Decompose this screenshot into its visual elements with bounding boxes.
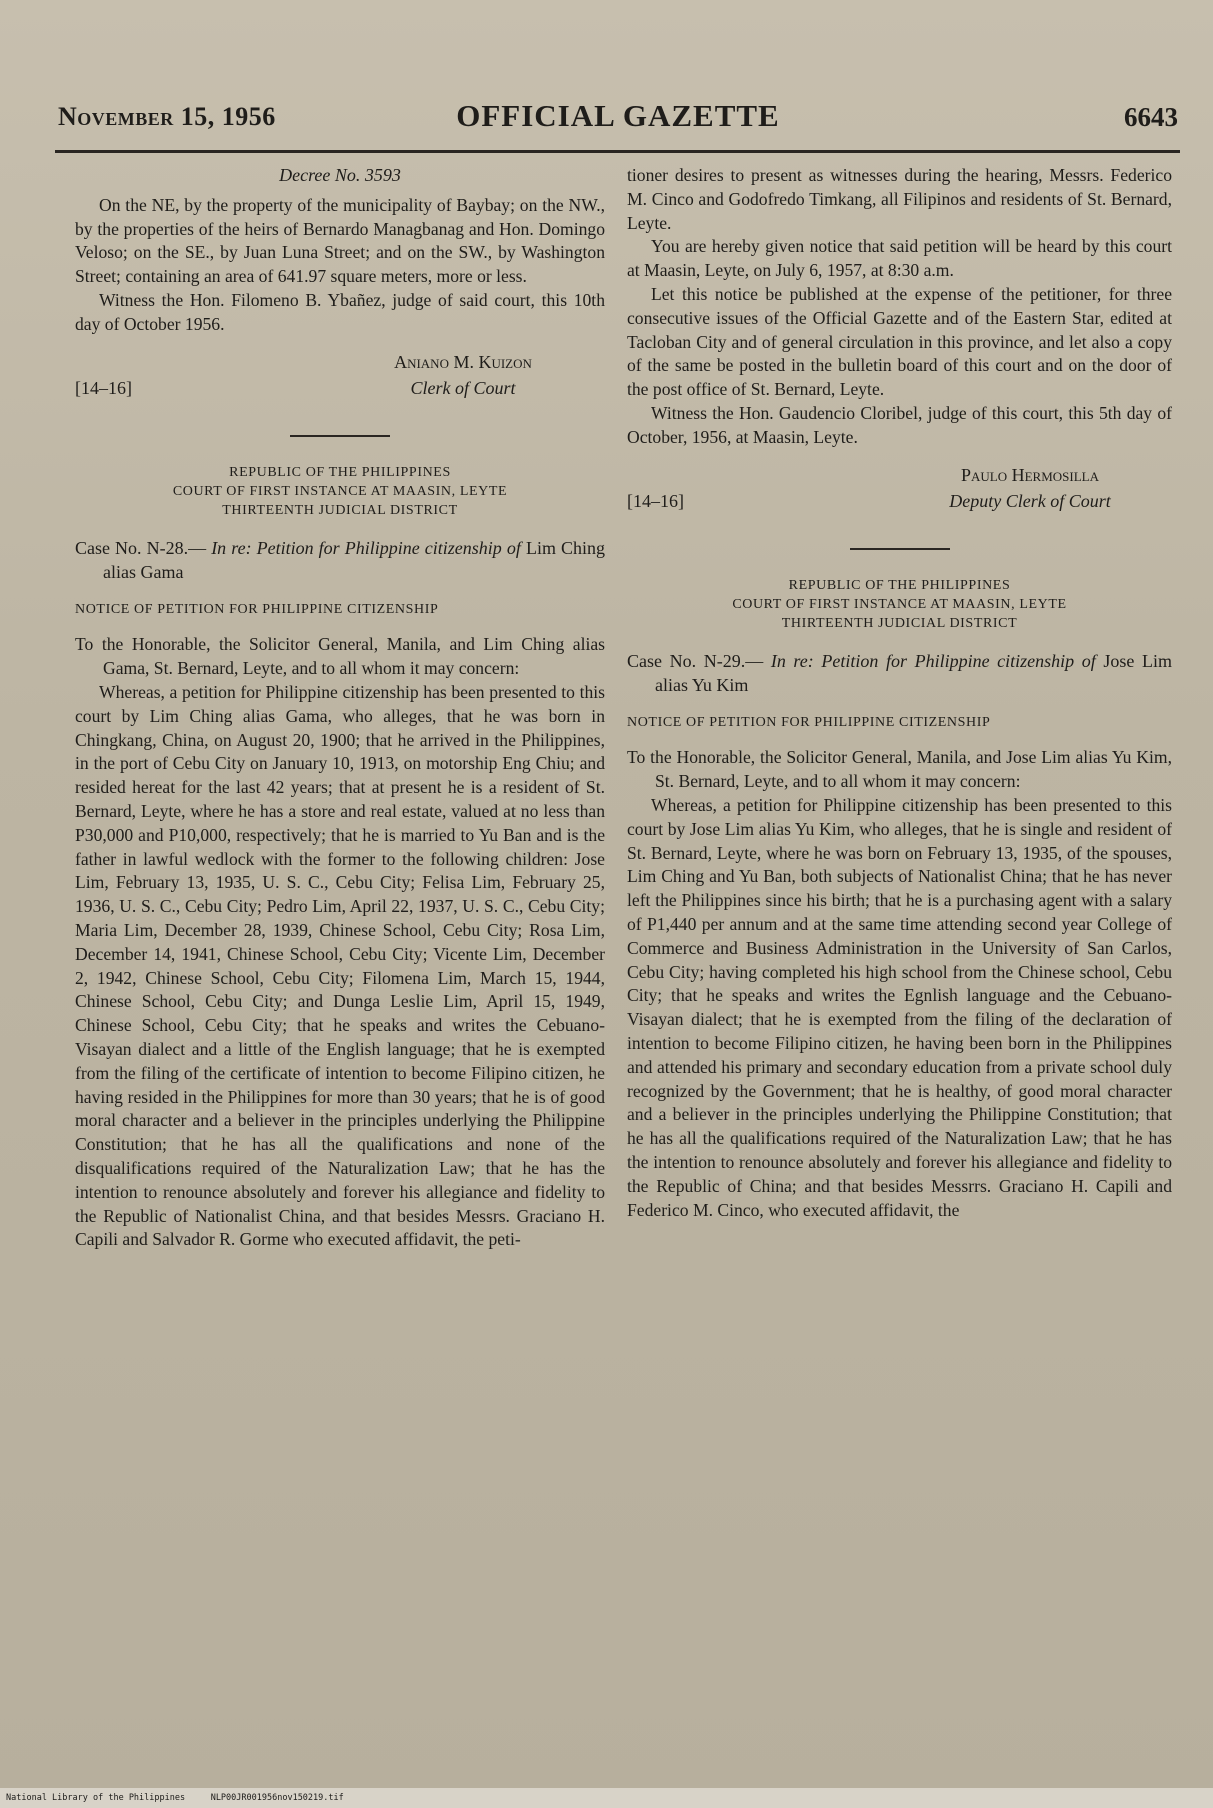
publication-paragraph: Let this notice be published at the expense of the petitioner, for three consecutive issues of the Official Gazette and of the Eastern Star, edited at Tacloban City and of general circulation in this province, and let also a copy of the same be posted in the bulletin board of this court and on the door of the post office of St. Bernard, Leyte. (627, 283, 1172, 400)
case-petitioner: Jose Lim alias Yu Kim (655, 650, 1173, 695)
scan-footer-text: National Library of the Philippines NLP00JR001956nov150219.tif (6, 1793, 344, 1803)
header-rule (55, 150, 1180, 153)
case-heading (75, 536, 605, 584)
case-number: Case No. N-28.— (75, 537, 207, 558)
case-title: In re: Petition for Philippine citizenship of (770, 650, 1096, 671)
court-district: THIRTEENTH JUDICIAL DISTRICT (222, 502, 458, 518)
left-column (75, 164, 605, 1252)
signatory-role: Deputy Clerk of Court (949, 490, 1111, 511)
section-divider (290, 435, 390, 437)
right-column (627, 164, 1172, 1222)
notice-heading: NOTICE OF PETITION FOR PHILIPPINE CITIZENSHIP (627, 714, 991, 730)
section-divider (850, 548, 950, 550)
notice-address: To the Honorable, the Solicitor General, Manila, and Jose Lim alias Yu Kim, St. Bernard, Leyte, and to all whom it may concern: (627, 747, 1172, 792)
page-header (58, 96, 1178, 146)
issue-reference: [14–16] (627, 490, 684, 511)
court-name: COURT OF FIRST INSTANCE AT MAASIN, LEYTE (172, 483, 508, 499)
signature-block (75, 351, 605, 409)
publication-title: OFFICIAL GAZETTE (456, 98, 780, 133)
court-republic: REPUBLIC OF THE PHILIPPINES (229, 464, 451, 480)
signature-block (627, 464, 1172, 522)
petition-body: Whereas, a petition for Philippine citizenship has been presented to this court by Jose Lim alias Yu Kim, who alleges, that he is single and resident of St. Bernard, Leyte, where he was born on February 13, 1935, of the spouses, Lim Ching and Yu Ban, both subjects of Nationalist China; that he has never left the Philippines since his birth; that he is a purchasing agent with a salary of P1,440 per annum and at the same time attending second year College of Commerce and Business Administration in the University of San Carlos, Cebu City; having completed his high school from the Chinese school, Cebu City; that he speaks and writes the Egnlish language and the Cebuano-Visayan dialect; that he is exempted from the filing of the declaration of intention to become Filipino citizen, he having been born in the Philippines and attended his primary and secondary education from a private school duly recognized by the Government; that he is healthy, of good moral character and a believer in the principles underlying the Philippine Constitution; that he has all the qualifications required of the Naturalization Law; that he has the intention to renounce absolutely and forever his allegiance and fidelity to the Republic of China; and that besides Messrrs. Graciano H. Capili and Federico M. Cinco, who executed affidavit, the (627, 794, 1172, 1220)
case-number: Case No. N-29.— (627, 650, 764, 671)
witness-paragraph: Witness the Hon. Filomeno B. Ybañez, judge of said court, this 10th day of October 1956. (75, 289, 605, 334)
decree-number: Decree No. 3593 (279, 165, 401, 185)
notice-address: To the Honorable, the Solicitor General, Manila, and Lim Ching alias Gama, St. Bernard, Leyte, and to all whom it may concern: (75, 634, 605, 679)
court-district: THIRTEENTH JUDICIAL DISTRICT (781, 615, 1018, 631)
page-number: 6643 (1124, 102, 1178, 132)
witness-paragraph: Witness the Hon. Gaudencio Cloribel, judge of this court, this 5th day of October, 1956, at Maasin, Leyte. (627, 402, 1172, 447)
issue-reference: [14–16] (75, 377, 132, 398)
issue-date: November 15, 1956 (58, 102, 276, 131)
property-boundaries-paragraph: On the NE, by the property of the municipality of Baybay; on the NW., by the properties of the heirs of Bernardo Managbanag and Hon. Domingo Veloso; on the SE., by Juan Luna Street; and on the SW., by Washington Street; containing an area of 641.97 square meters, more or less. (75, 194, 605, 287)
signatory-name: Paulo Hermosilla (960, 464, 1099, 485)
signatory-name: Aniano M. Kuizon (394, 351, 532, 372)
petition-body: Whereas, a petition for Philippine citizenship has been presented to this court by Lim Ching alias Gama, who alleges, that he was born in Chingkang, China, on August 20, 1900; that he arrived in the Philippines, in the port of Cebu City on January 10, 1913, on motorship Eng Chiu; and resided hereat for the last 42 years; that at present he is a resident of St. Bernard, Leyte, where he has a store and real estate, valued at no less than P30,000 and P10,000, respectively; that he is married to Yu Ban and is the father in lawful wedlock with the former to the following children: Jose Lim, February 13, 1935, U. S. C., Cebu City; Felisa Lim, February 25, 1936, U. S. C., Cebu City; Pedro Lim, April 22, 1937, U. S. C., Cebu City; Maria Lim, December 28, 1939, Chinese School, Cebu City; Rosa Lim, December 14, 1941, Chinese School, Cebu City; Vicente Lim, December 2, 1942, Chinese School, Cebu City; Filomena Lim, March 15, 1944, Chinese School, Cebu City; and Dunga Leslie Lim, April 15, 1949, Chinese School, Cebu City; that he speaks and writes the Cebuano-Visayan dialect and a little of the English language; that he is exempted from the filing of the certificate of intention to become Filipino citizen, he having resided in the Philippines for more than 30 years; that he is of good moral character and a believer in the principles underlying the Philippine Constitution; that he has all the qualifications and none of the disqualifications required of the Naturalization Law; that he has the intention to renounce absolutely and forever his allegiance and fidelity to the Republic of Nationalist China, and that besides Messrs. Graciano H. Capili and Salvador R. Gorme who executed affidavit, the peti- (75, 681, 605, 1250)
continuation-paragraph: tioner desires to present as witnesses during the hearing, Messrs. Federico M. Cinco and Godofredo Timkang, all Filipinos and residents of St. Bernard, Leyte. (627, 165, 1172, 233)
court-name: COURT OF FIRST INSTANCE AT MAASIN, LEYTE (732, 596, 1067, 612)
court-republic: REPUBLIC OF THE PHILIPPINES (788, 577, 1011, 593)
case-heading (627, 649, 1172, 697)
signatory-role: Clerk of Court (410, 377, 516, 398)
hearing-notice-paragraph: You are hereby given notice that said petition will be heard by this court at Maasin, Leyte, on July 6, 1957, at 8:30 a.m. (627, 236, 1172, 281)
notice-heading: NOTICE OF PETITION FOR PHILIPPINE CITIZENSHIP (75, 601, 439, 617)
case-petitioner: Lim Ching alias Gama (103, 537, 606, 582)
case-title: In re: Petition for Philippine citizenship of (211, 537, 521, 558)
